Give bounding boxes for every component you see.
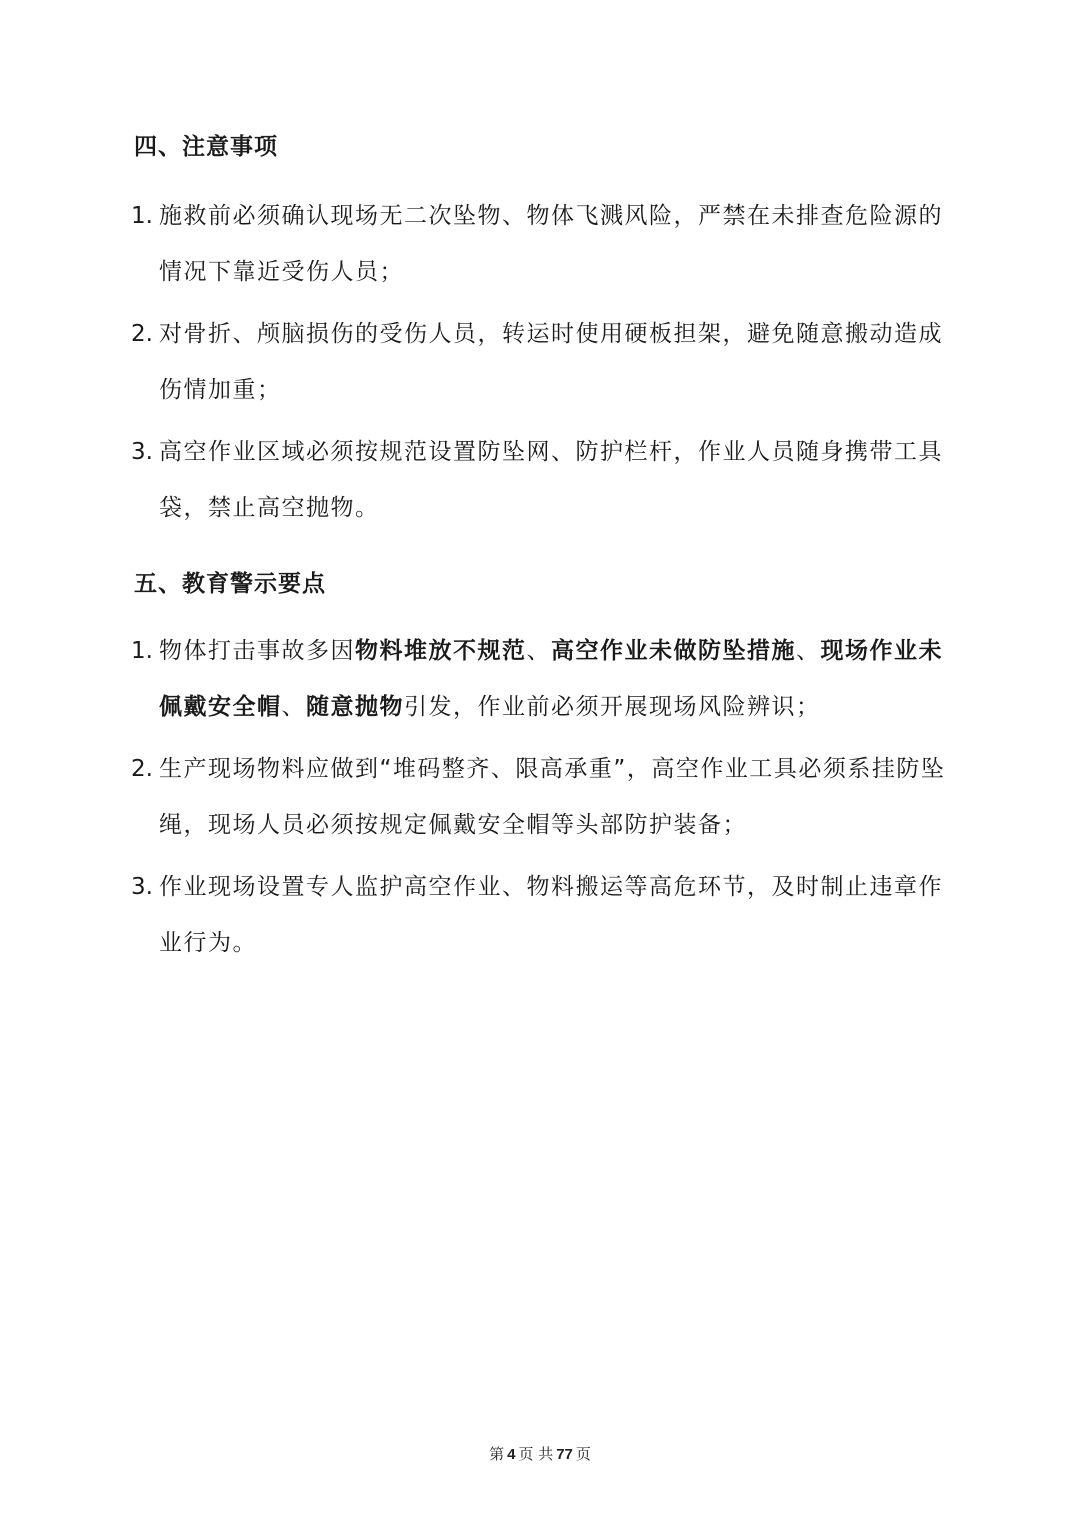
list-item <box>131 188 954 300</box>
item-number: 1. <box>131 203 153 229</box>
list-item <box>131 623 954 735</box>
item-text: 作业现场设置专人监护高空作业、物料搬运等高危环节，及时制止违章作业行为。 <box>159 874 943 956</box>
section-precautions <box>131 132 954 536</box>
section-heading: 五、教育警示要点 <box>134 571 326 597</box>
footer-suffix: 页 <box>575 1445 591 1463</box>
page-footer <box>0 1443 1080 1464</box>
item-text-emphasis: 现场作业未佩戴安全帽 <box>159 638 943 720</box>
item-number: 3. <box>131 874 153 900</box>
section-warning-points <box>131 569 954 971</box>
footer-middle: 页 共 <box>518 1445 554 1463</box>
item-text-run: 引发，作业前必须开展现场风险辨识； <box>404 694 821 720</box>
item-number: 3. <box>131 439 153 465</box>
item-text: 对骨折、颅脑损伤的受伤人员，转运时使用硬板担架，避免随意搬动造成伤情加重； <box>159 321 943 403</box>
item-text-run: 物体打击事故多因 <box>159 638 355 664</box>
current-page-number: 4 <box>507 1446 516 1463</box>
item-text-emphasis: 物料堆放不规范 <box>355 638 527 664</box>
item-text-emphasis: 高空作业未做防坠措施 <box>551 638 796 664</box>
numbered-list <box>131 623 954 971</box>
item-text-run: 、 <box>281 694 306 720</box>
footer-prefix: 第 <box>489 1445 505 1463</box>
item-text: 施救前必须确认现场无二次坠物、物体飞溅风险，严禁在未排查危险源的情况下靠近受伤人员； <box>159 203 943 285</box>
item-number: 2. <box>131 321 153 347</box>
numbered-list <box>131 188 954 536</box>
item-text-run: 、 <box>526 638 551 664</box>
section-heading: 四、注意事项 <box>134 134 278 160</box>
list-item <box>131 859 954 971</box>
item-number: 1. <box>131 638 153 664</box>
item-text: 高空作业区域必须按规范设置防坠网、防护栏杆，作业人员随身携带工具袋，禁止高空抛物。 <box>159 439 943 521</box>
item-number: 2. <box>131 756 153 782</box>
list-item <box>131 424 954 536</box>
item-text-emphasis: 随意抛物 <box>306 694 404 720</box>
item-text-run: 、 <box>796 638 821 664</box>
item-text: 生产现场物料应做到“堆码整齐、限高承重”，高空作业工具必须系挂防坠绳，现场人员必须按规定佩戴安全帽等头部防护装备； <box>159 756 946 838</box>
list-item <box>131 306 954 418</box>
list-item <box>131 741 954 853</box>
total-page-number: 77 <box>556 1446 573 1463</box>
